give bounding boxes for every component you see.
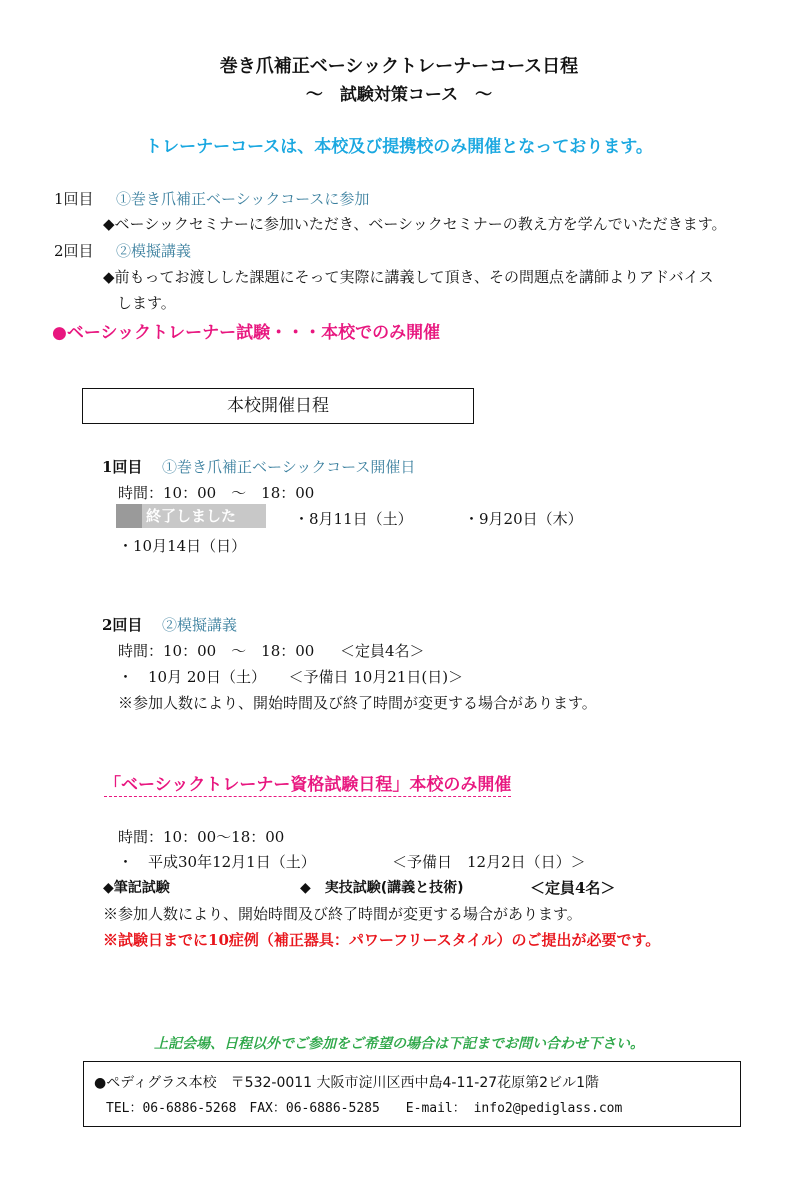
exam-location-note: ●ベーシックトレーナー試験・・・本校でのみ開催: [52, 323, 441, 343]
finished-badge-label: 終了しました: [146, 507, 237, 525]
school-address: ●ペディグラス本校 〒532-0011 大阪市淀川区西中島4-11-27花原第2ビル1階: [94, 1075, 599, 1091]
schedule1-label: 1回目: [102, 458, 143, 476]
schedule1-date-a: ・8月11日（土）: [294, 510, 413, 528]
schedule2-capacity: ＜定員4名＞: [340, 642, 425, 660]
certification-date: ・ 平成30年12月1日（土）: [118, 853, 316, 871]
schedule1-date-c: ・10月14日（日）: [118, 537, 247, 555]
schedule2-time: 時間：10：00 ～ 18：00: [118, 642, 315, 660]
schedule1-date-b: ・9月20日（木）: [464, 510, 583, 528]
school-contact: TEL：06-6886-5268 FAX：06-6886-5285 E-mail： info2@pediglass.com: [106, 1101, 623, 1116]
outline-session1-label: 1回目: [54, 190, 94, 208]
schedule-section-heading: 本校開催日程: [82, 388, 474, 424]
certification-requirement: ※試験日までに10症例（補正器具：パワーフリースタイル）のご提出が必要です。: [103, 931, 661, 949]
certification-capacity: ＜定員4名＞: [530, 879, 616, 897]
outline-session1-desc: ◆ベーシックセミナーに参加いただき、ベーシックセミナーの教え方を学んでいただきます。: [103, 215, 727, 233]
outline-session2-desc-line1: ◆前もってお渡しした課題にそって実際に講義して頂き、その問題点を講師よりアドバイス: [103, 268, 714, 286]
outline-session2-desc-line2: します。: [117, 294, 176, 312]
schedule2-title: ②模擬講義: [162, 616, 238, 634]
page-subtitle: ～ 試験対策コース ～: [305, 85, 493, 105]
certification-written: ◆筆記試験: [103, 880, 170, 896]
schedule2-date: ・ 10月 20日（土） ＜予備日 10月21日(日)＞: [118, 668, 464, 686]
contact-box: [83, 1061, 741, 1127]
schedule1-title: ①巻き爪補正ベーシックコース開催日: [162, 458, 416, 476]
outline-session1-title: ①巻き爪補正ベーシックコースに参加: [116, 190, 370, 208]
certification-heading: 「ベーシックトレーナー資格試験日程」本校のみ開催: [104, 770, 511, 797]
venue-notice: トレーナーコースは、本校及び提携校のみ開催となっております。: [145, 137, 653, 157]
certification-reserve: ＜予備日 12月2日（日）＞: [392, 853, 586, 871]
finished-badge: [116, 504, 266, 528]
outline-session2-label: 2回目: [54, 242, 94, 260]
certification-time: 時間：10：00～18：00: [118, 828, 285, 846]
certification-note: ※参加人数により、開始時間及び終了時間が変更する場合があります。: [103, 905, 582, 923]
page-title: 巻き爪補正ベーシックトレーナーコース日程: [219, 56, 579, 77]
schedule1-time: 時間：10：00 ～ 18：00: [118, 484, 315, 502]
inquiry-note: 上記会場、日程以外でご参加をご希望の場合は下記までお問い合わせ下さい。: [154, 1036, 644, 1052]
schedule2-note: ※参加人数により、開始時間及び終了時間が変更する場合があります。: [118, 694, 597, 712]
certification-practical: ◆ 実技試験(講義と技術): [300, 880, 464, 896]
schedule2-label: 2回目: [102, 616, 143, 634]
outline-session2-title: ②模擬講義: [116, 242, 192, 260]
